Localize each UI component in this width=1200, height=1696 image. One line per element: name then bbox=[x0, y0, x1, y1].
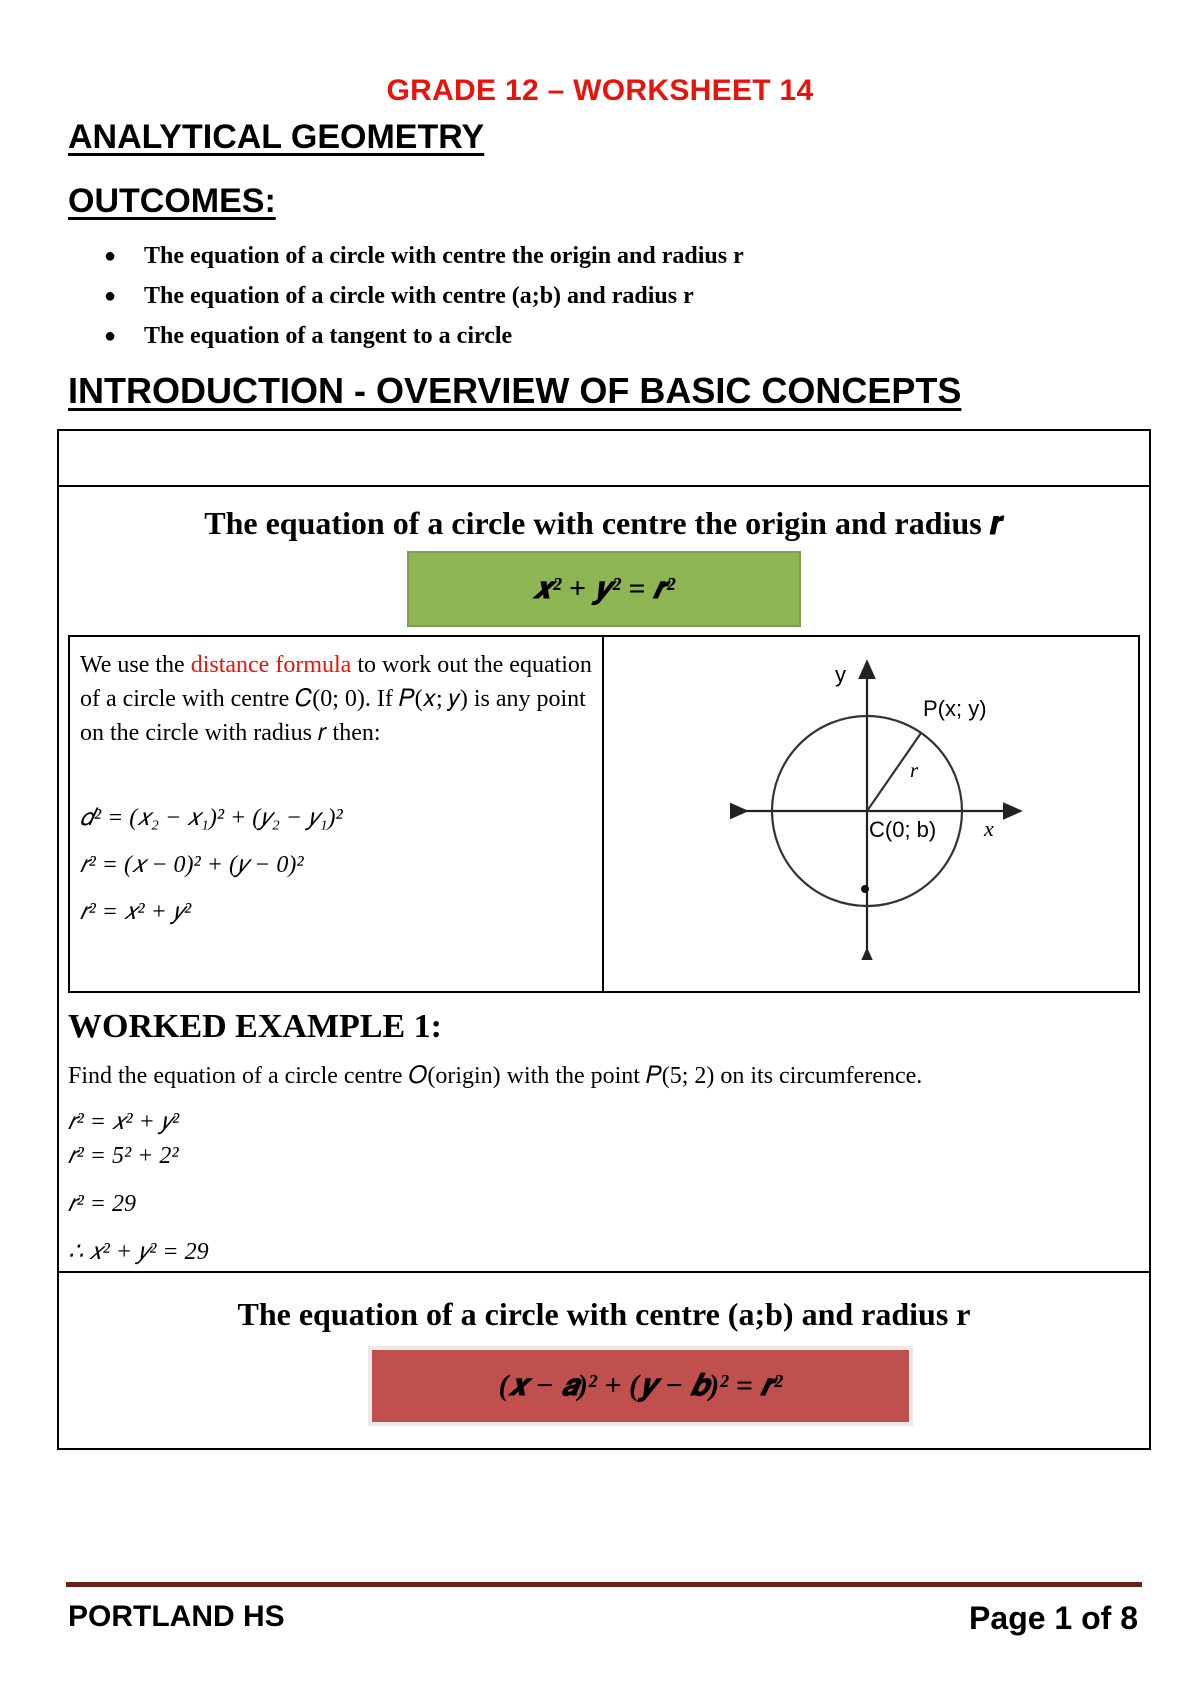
solution-line: 𝑟² = 𝑥² + 𝑦² bbox=[68, 1109, 180, 1135]
footer-school: PORTLAND HS bbox=[68, 1600, 285, 1633]
bullet-icon: ● bbox=[104, 325, 117, 347]
radius-label: r bbox=[910, 758, 919, 782]
worked-example-solution bbox=[68, 1105, 209, 1269]
solution-line: ∴ 𝑥² + 𝑦² = 29 bbox=[68, 1239, 209, 1265]
worksheet-title: GRADE 12 – WORKSHEET 14 bbox=[386, 74, 814, 107]
outcome-item: ● The equation of a circle with centre (a;b) and radius r bbox=[104, 276, 744, 316]
circle-point bbox=[861, 885, 869, 893]
outcome-item: ● The equation of a tangent to a circle bbox=[104, 316, 744, 356]
solution-line: 𝑟² = 5² + 2² bbox=[68, 1143, 179, 1169]
solution-line: 𝑟² = 29 bbox=[68, 1191, 137, 1217]
explanation-text: We use the distance formula to work out the equation of a circle with centre 𝐶(0; 0). If 𝑃(𝑥; 𝑦) is any point on the circle with radius 𝑟 then: bbox=[80, 652, 592, 746]
bullet-icon: ● bbox=[104, 245, 117, 267]
outcomes-list bbox=[104, 236, 744, 356]
section-origin-title: The equation of a circle with centre the origin and radius 𝒓 bbox=[204, 505, 1004, 541]
equation-line: 𝑑² = (𝑥₂ − 𝑥₁)² + (𝑦₂ − 𝑦₁)² bbox=[80, 805, 343, 831]
table-divider bbox=[57, 1271, 1151, 1273]
outcomes-heading: OUTCOMES: bbox=[68, 182, 276, 220]
centre-label: C(0; b) bbox=[869, 817, 937, 842]
worked-example-title: WORKED EXAMPLE 1: bbox=[68, 1008, 442, 1045]
outcome-item: ● The equation of a circle with centre the origin and radius r bbox=[104, 236, 744, 276]
footer-rule bbox=[66, 1582, 1142, 1587]
distance-formula-term: distance formula bbox=[190, 652, 352, 678]
origin-circle-formula: 𝒙² + 𝒚² = 𝒓² bbox=[407, 551, 801, 627]
circle-diagram bbox=[730, 660, 1030, 960]
intro-heading: INTRODUCTION - OVERVIEW OF BASIC CONCEPTS bbox=[68, 370, 962, 411]
worked-example-problem: Find the equation of a circle centre 𝑂(origin) with the point 𝑃(5; 2) on its circumference. bbox=[68, 1063, 923, 1089]
subject-heading: ANALYTICAL GEOMETRY bbox=[68, 118, 485, 156]
derivation-equations bbox=[80, 795, 343, 936]
equation-line: 𝑟² = (𝑥 − 0)² + (𝑦 − 0)² bbox=[80, 852, 304, 878]
point-label: P(x; y) bbox=[923, 696, 987, 721]
table-divider bbox=[57, 485, 1151, 487]
ab-circle-formula: (𝒙 − 𝒂)² + (𝒚 − 𝒃)² = 𝒓² bbox=[372, 1350, 909, 1422]
equation-line: 𝑟² = 𝑥² + 𝑦² bbox=[80, 899, 192, 925]
explanation-divider bbox=[602, 635, 604, 993]
bullet-icon: ● bbox=[104, 285, 117, 307]
footer-page-number: Page 1 of 8 bbox=[969, 1600, 1138, 1636]
x-axis-label: x bbox=[984, 816, 994, 841]
section-ab-title: The equation of a circle with centre (a;b) and radius r bbox=[237, 1296, 971, 1332]
y-axis-label: y bbox=[835, 662, 846, 687]
